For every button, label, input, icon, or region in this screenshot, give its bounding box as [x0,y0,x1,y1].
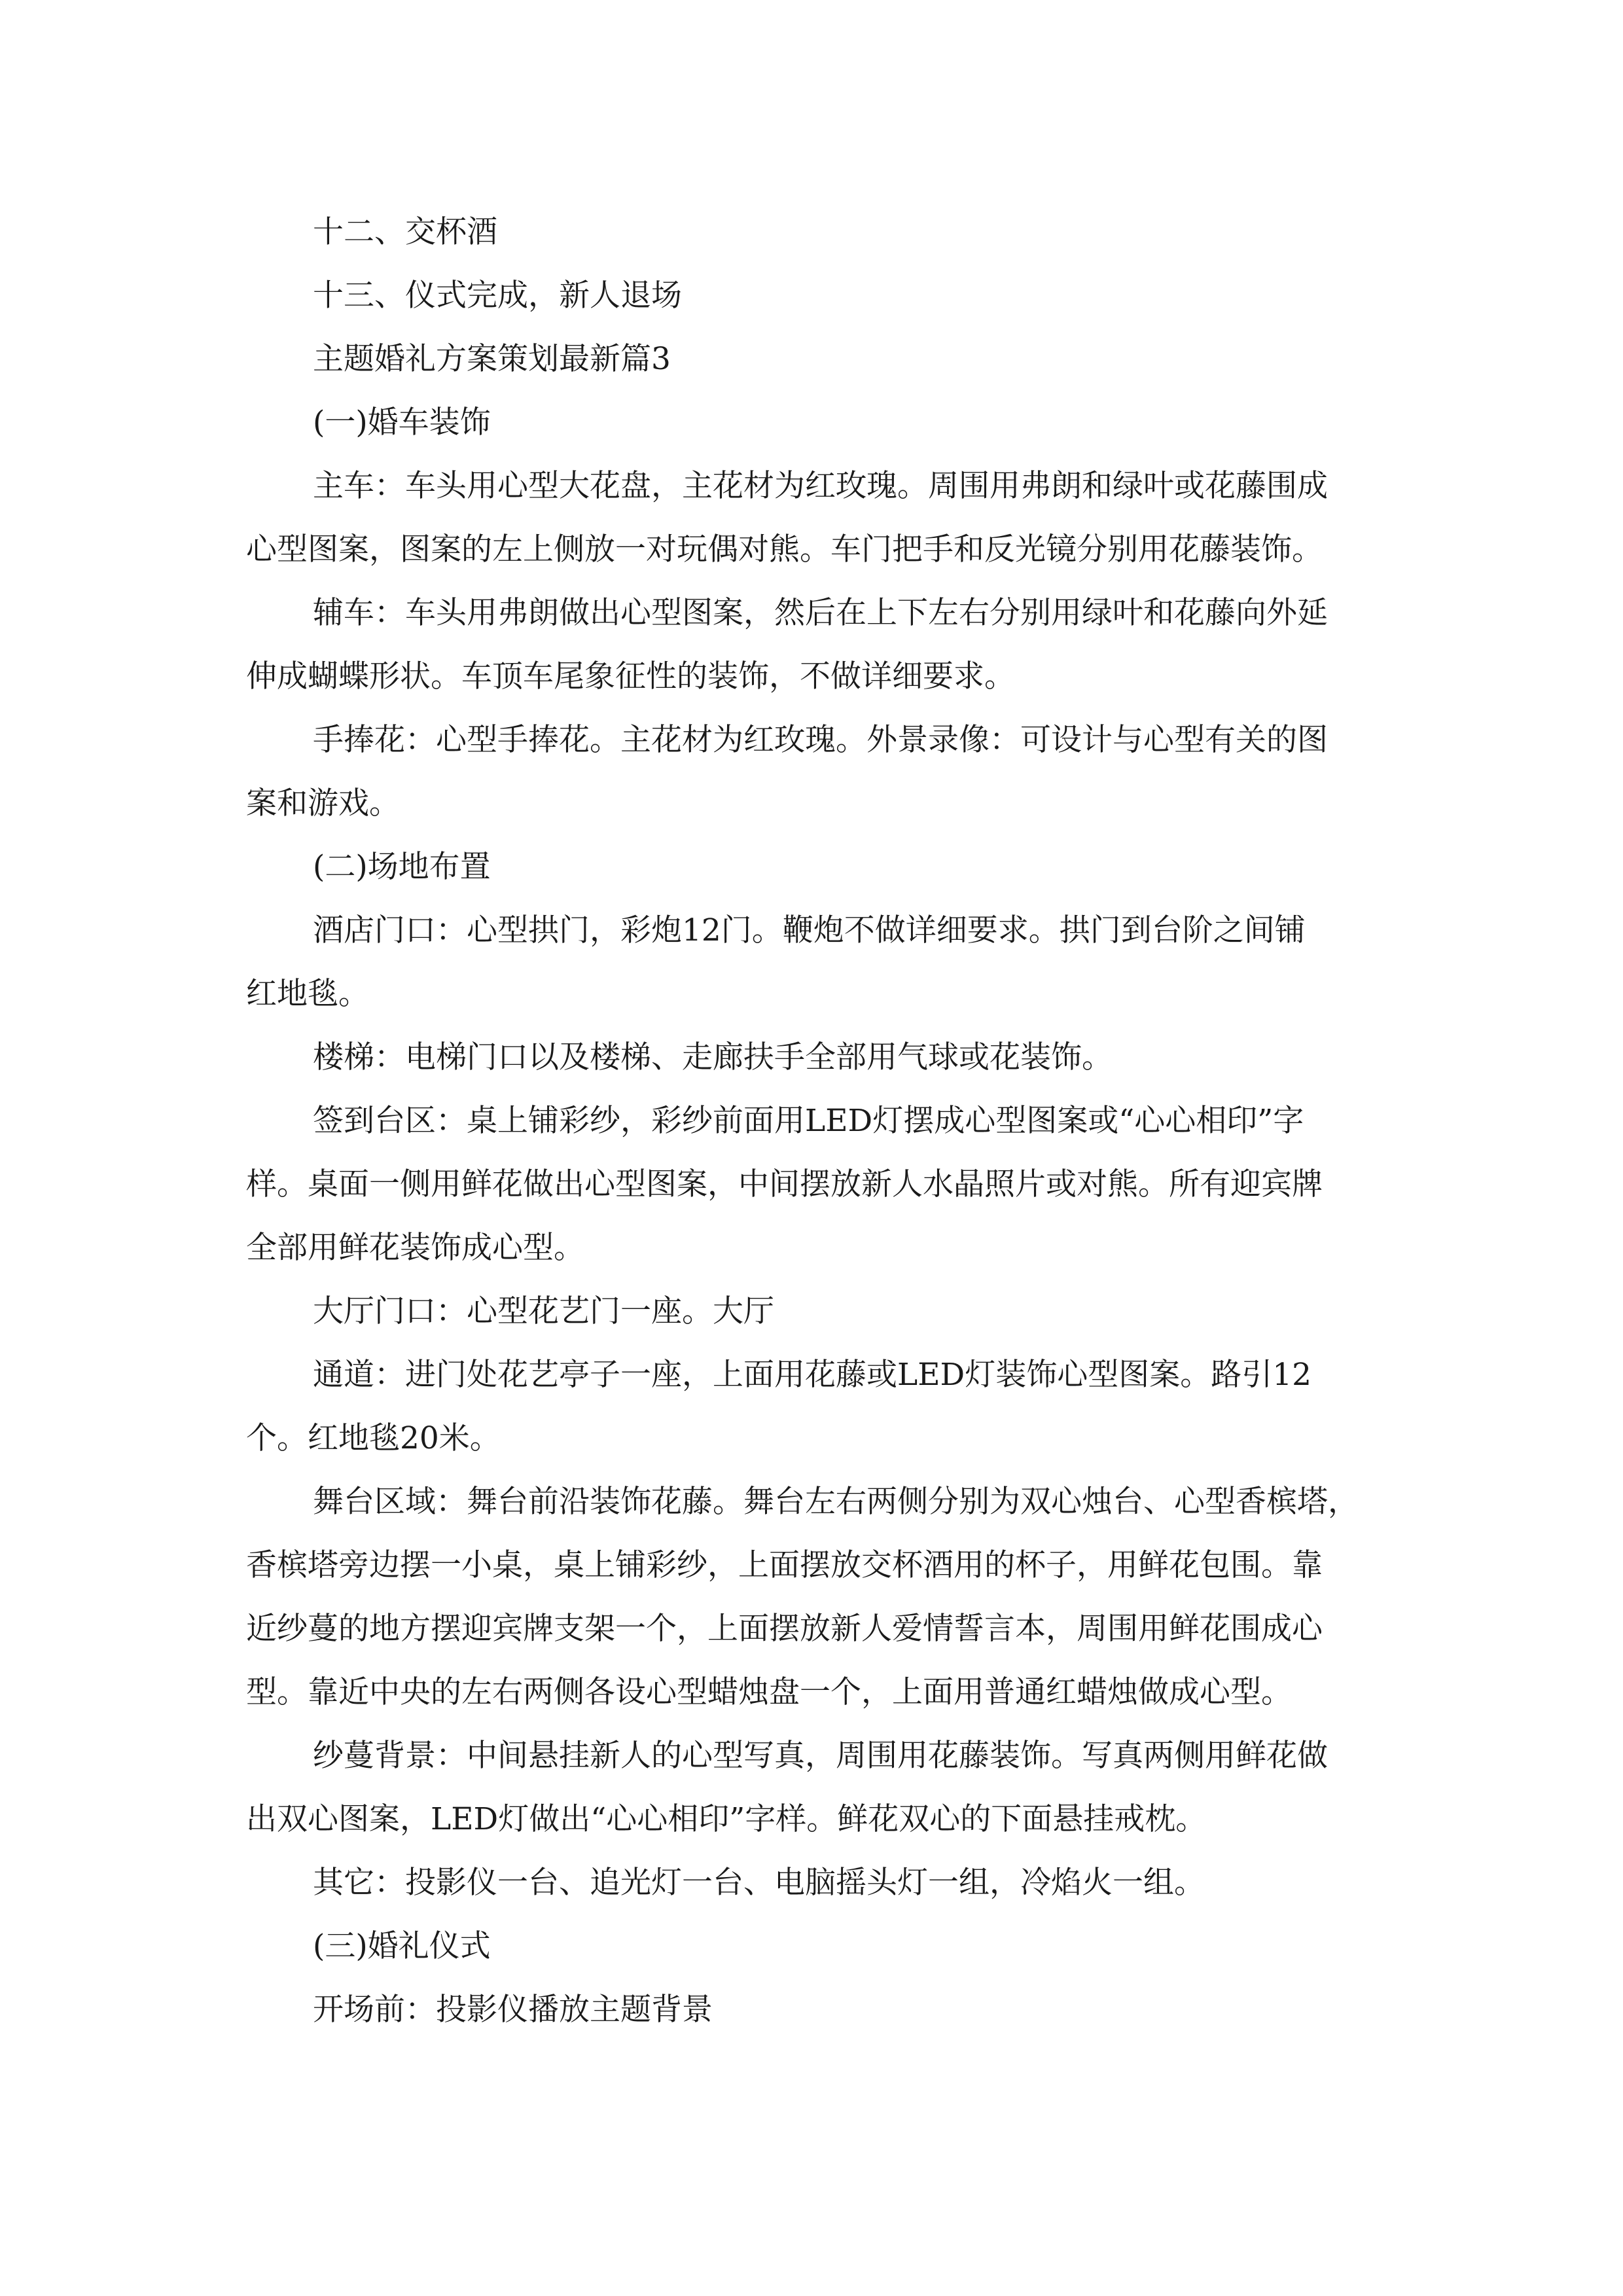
text-line: 大厅门口：心型花艺门一座。大厅 [313,1293,774,1329]
text-line: 开场前：投影仪播放主题背景 [313,1992,713,2028]
text-line: 手捧花：心型手捧花。主花材为红玫瑰。外景录像：可设计与心型有关的图 [313,722,1328,758]
text-line: 香槟塔旁边摆一小桌，桌上铺彩纱，上面摆放交杯酒用的杯子，用鲜花包围。靠 [246,1547,1323,1583]
text-line: 通道：进门处花艺亭子一座，上面用花藤或LED灯装饰心型图案。路引12 [313,1357,1312,1393]
text-line: (三)婚礼仪式 [313,1928,491,1964]
text-line: 近纱蔓的地方摆迎宾牌支架一个，上面摆放新人爱情誓言本，周围用鲜花围成心 [246,1611,1323,1647]
text-line: 酒店门口：心型拱门，彩炮12门。鞭炮不做详细要求。拱门到台阶之间铺 [313,912,1306,948]
text-line: (一)婚车装饰 [313,404,491,440]
text-line: 伸成蝴蝶形状。车顶车尾象征性的装饰，不做详细要求。 [246,658,1015,694]
text-line: 舞台区域：舞台前沿装饰花藤。舞台左右两侧分别为双心烛台、心型香槟塔， [313,1484,1359,1520]
text-line: 型。靠近中央的左右两侧各设心型蜡烛盘一个，上面用普通红蜡烛做成心型。 [246,1674,1292,1710]
text-line: 签到台区：桌上铺彩纱，彩纱前面用LED灯摆成心型图案或“心心相印”字 [313,1103,1304,1139]
text-line: 主车：车头用心型大花盘，主花材为红玫瑰。周围用弗朗和绿叶或花藤围成 [313,468,1328,504]
text-line: 红地毯。 [246,976,369,1012]
text-line: 全部用鲜花装饰成心型。 [246,1230,584,1266]
text-line: 十二、交杯酒 [313,214,497,250]
text-line: 其它：投影仪一台、追光灯一台、电脑摇头灯一组，冷焰火一组。 [313,1865,1205,1901]
text-line: 样。桌面一侧用鲜花做出心型图案，中间摆放新人水晶照片或对熊。所有迎宾牌 [246,1166,1323,1202]
text-line: 楼梯：电梯门口以及楼梯、走廊扶手全部用气球或花装饰。 [313,1039,1113,1075]
text-line: 辅车：车头用弗朗做出心型图案，然后在上下左右分别用绿叶和花藤向外延 [313,595,1328,631]
text-line: 个。红地毯20米。 [246,1420,501,1456]
text-line: 主题婚礼方案策划最新篇3 [313,341,671,377]
text-line: (二)场地布置 [313,849,491,885]
text-line: 心型图案，图案的左上侧放一对玩偶对熊。车门把手和反光镜分别用花藤装饰。 [246,531,1323,567]
text-line: 十三、仪式完成，新人退场 [313,278,682,314]
text-line: 案和游戏。 [246,785,400,821]
document-body [246,200,1378,2041]
text-line: 出双心图案，LED灯做出“心心相印”字样。鲜花双心的下面悬挂戒枕。 [246,1801,1207,1837]
text-line: 纱蔓背景：中间悬挂新人的心型写真，周围用花藤装饰。写真两侧用鲜花做 [313,1738,1328,1774]
